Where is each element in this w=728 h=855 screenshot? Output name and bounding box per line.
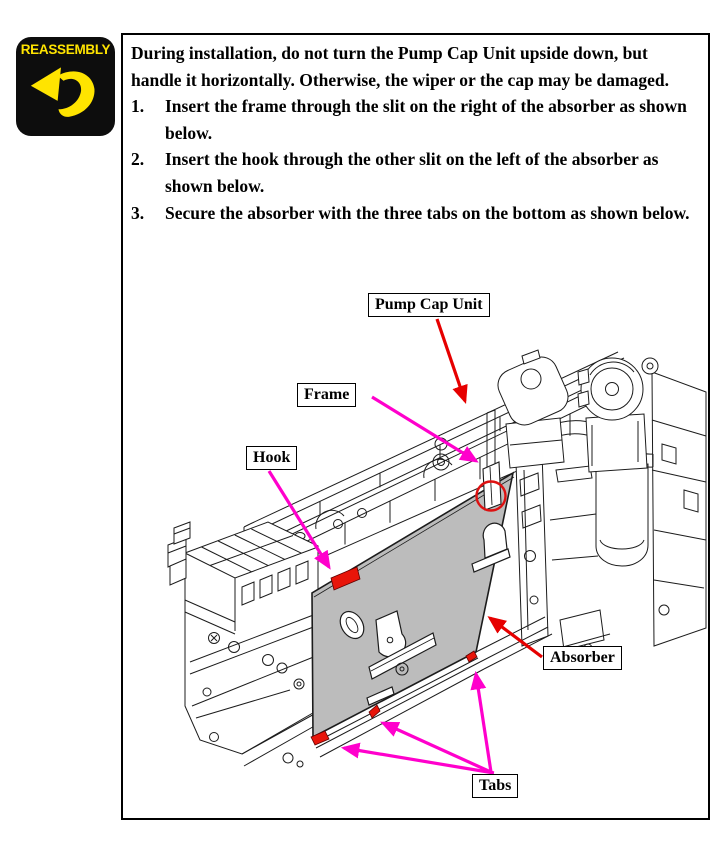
step-2-number: 2. xyxy=(131,149,145,170)
warning-paragraph: During installation, do not turn the Pump Cap Unit upside down, but handle it horizontally. Otherwise, the wiper or the cap may be damaged. xyxy=(131,43,669,90)
label-hook: Hook xyxy=(246,446,297,470)
absorber-panel xyxy=(312,462,552,757)
step-2-text: Insert the hook through the other slit on the left of the absorber as shown below. xyxy=(165,149,659,196)
reassembly-badge-label: REASSEMBLY xyxy=(20,42,111,57)
step-3-text: Secure the absorber with the three tabs on the bottom as shown below. xyxy=(165,202,690,223)
step-3-number: 3. xyxy=(131,202,145,223)
frame-arrow xyxy=(372,397,476,461)
step-1-number: 1. xyxy=(131,96,145,117)
label-absorber: Absorber xyxy=(543,646,622,670)
step-1-text: Insert the frame through the slit on the right of the absorber as shown below. xyxy=(165,96,687,143)
label-tabs: Tabs xyxy=(472,774,518,798)
tabs-arrow-middle xyxy=(383,723,493,773)
carriage-unit xyxy=(168,522,318,767)
tabs-arrow-right xyxy=(476,674,491,772)
label-pump-cap-unit: Pump Cap Unit xyxy=(368,293,490,317)
pump-cap-unit-arrow xyxy=(437,319,465,401)
label-frame: Frame xyxy=(297,383,356,407)
tabs-arrow-left xyxy=(344,748,494,773)
machine-line-art xyxy=(168,350,706,767)
